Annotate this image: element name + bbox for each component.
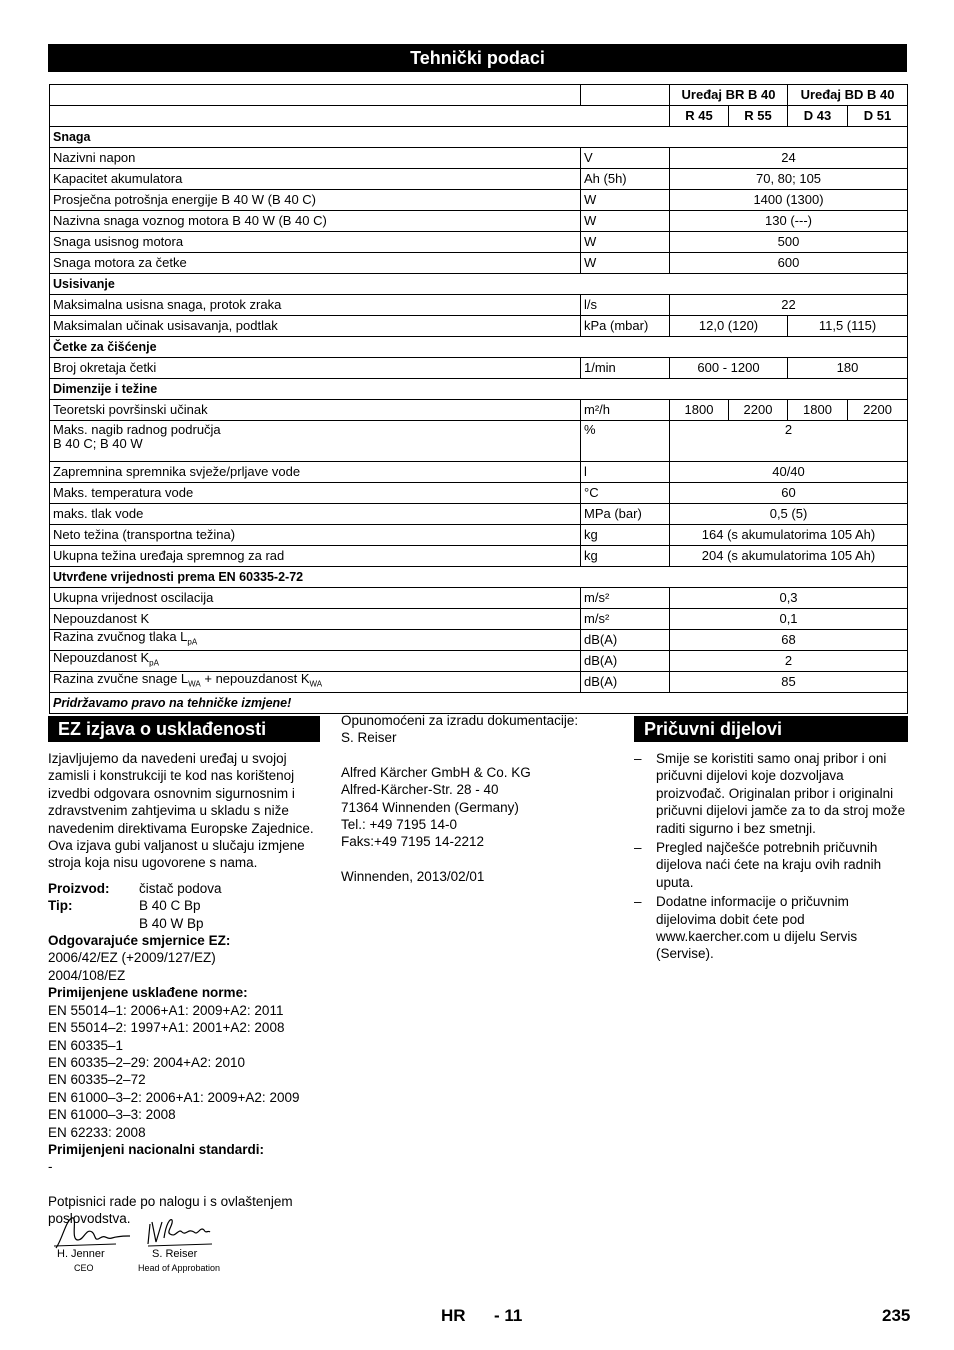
national-standards-value: - — [48, 1159, 53, 1175]
row-label-text: Razina zvučnog tlaka L — [53, 629, 188, 645]
product-label: Proizvod: — [48, 880, 110, 896]
row-label — [50, 630, 581, 651]
table-row — [50, 295, 908, 316]
row-unit: W — [581, 211, 670, 232]
row-unit: Ah (5h) — [581, 169, 670, 190]
type-row — [48, 897, 320, 932]
signatory-1-name: H. Jenner — [57, 1248, 105, 1260]
table-row — [50, 358, 908, 379]
address-line: Alfred-Kärcher-Str. 28 - 40 — [341, 782, 499, 798]
ez-intro: Izjavljujemo da navedeni uređaj u svojoj zamisli i konstrukciji te kod nas korištenoj izvedbi odgovara osnovnim sigurnosnim i zdravstvenim zahtjevima u skladu s niže navedenim direktivama Europske Zajednice. Ova izjava gubi valjanost u slučaju izmjene stroja koja nisu ugovorene s nama. — [48, 751, 314, 871]
row-label: Prosječna potrošnja energije B 40 W (B 40 C) — [50, 190, 581, 211]
list-item — [634, 839, 908, 891]
table-row — [50, 400, 908, 421]
row-label — [50, 421, 581, 462]
row-value: 60 — [670, 483, 908, 504]
header-model: D 43 — [788, 106, 848, 127]
row-label: Maks. temperatura vode — [50, 483, 581, 504]
norm-item: EN 61000–3–3: 2008 — [48, 1107, 176, 1123]
doc-authorized-label: Opunomoćeni za izradu dokumentacije: — [341, 713, 579, 728]
list-item — [634, 893, 908, 963]
norm-item: EN 62233: 2008 — [48, 1124, 146, 1140]
row-unit: W — [581, 232, 670, 253]
row-unit: dB(A) — [581, 651, 670, 672]
row-label-subscript: WA — [309, 679, 323, 689]
norm-item: EN 55014–1: 2006+A1: 2009+A2: 2011 — [48, 1002, 284, 1018]
row-unit: V — [581, 148, 670, 169]
type-value: B 40 C Bp — [139, 898, 201, 914]
signature-reiser — [48, 1210, 248, 1252]
row-label — [50, 651, 581, 672]
norm-item: EN 61000–3–2: 2006+A1: 2009+A2: 2009 — [48, 1089, 300, 1105]
section-heading: Utvrđene vrijednosti prema EN 60335-2-72 — [50, 567, 908, 588]
row-value: 1800 — [788, 400, 848, 421]
row-value: 130 (---) — [670, 211, 908, 232]
row-value: 204 (s akumulatorima 105 Ah) — [670, 546, 908, 567]
row-label: Maksimalna usisna snaga, protok zraka — [50, 295, 581, 316]
table-header-row — [50, 85, 908, 106]
row-label-line: Maks. nagib radnog područja — [53, 422, 221, 437]
table-row — [50, 148, 908, 169]
header-model: D 51 — [848, 106, 908, 127]
norm-item: EN 60335–2–29: 2004+A2: 2010 — [48, 1054, 246, 1070]
norms-label: Primijenjene usklađene norme: — [48, 985, 248, 1001]
row-label-text: Nepouzdanost K — [53, 650, 150, 666]
row-unit: l — [581, 462, 670, 483]
row-value: 68 — [670, 630, 908, 651]
row-unit: dB(A) — [581, 672, 670, 693]
address-line: 71364 Winnenden (Germany) — [341, 799, 519, 815]
ez-declaration-title-text: EZ izjava o usklađenosti — [58, 719, 267, 739]
table-row — [50, 169, 908, 190]
table-row — [50, 232, 908, 253]
row-label: Snaga motora za četke — [50, 253, 581, 274]
row-value: 600 — [670, 253, 908, 274]
row-value: 2200 — [848, 400, 908, 421]
list-item — [634, 750, 908, 837]
directives-label: Odgovarajuće smjernice EZ: — [48, 933, 231, 949]
section-heading: Usisivanje — [50, 274, 908, 295]
row-value: 1400 (1300) — [670, 190, 908, 211]
ez-declaration-body — [48, 750, 320, 1228]
table-row — [50, 483, 908, 504]
row-label-text: Razina zvučne snage L — [53, 671, 189, 687]
address-line: Alfred Kärcher GmbH & Co. KG — [341, 764, 531, 780]
row-label: Nepouzdanost K — [50, 609, 581, 630]
table-row — [50, 253, 908, 274]
table-header-row — [50, 106, 908, 127]
row-unit: m/s² — [581, 609, 670, 630]
section-heading: Četke za čišćenje — [50, 337, 908, 358]
national-standards-label: Primijenjeni nacionalni standardi: — [48, 1141, 265, 1157]
directive-item: 2004/108/EZ — [48, 967, 126, 983]
row-unit: kg — [581, 546, 670, 567]
row-label-subscript: WA — [188, 679, 201, 689]
table-row — [50, 421, 908, 462]
row-label: Nazivni napon — [50, 148, 581, 169]
list-item-text: Dodatne informacije o pričuvnim dijelovima dobit ćete pod www.kaercher.com u dijelu Servis (Servise). — [656, 894, 858, 962]
row-value: 500 — [670, 232, 908, 253]
row-value: 0,3 — [670, 588, 908, 609]
row-label-subscript: pA — [187, 637, 198, 647]
row-value: 22 — [670, 295, 908, 316]
row-unit: 1/min — [581, 358, 670, 379]
row-label: maks. tlak vode — [50, 504, 581, 525]
spare-parts-title-text: Pričuvni dijelovi — [644, 719, 783, 739]
row-label-line: B 40 C; B 40 W — [53, 436, 143, 451]
header-model: R 45 — [670, 106, 729, 127]
row-value: 1800 — [670, 400, 729, 421]
row-unit: W — [581, 253, 670, 274]
type-label: Tip: — [48, 898, 73, 914]
table-row — [50, 190, 908, 211]
technical-changes-note: Pridržavamo pravo na tehničke izmjene! — [50, 693, 908, 714]
row-label: Snaga usisnog motora — [50, 232, 581, 253]
signatory-note: Potpisnici rade po nalogu i s ovlaštenjem poslovodstva. — [48, 1193, 293, 1227]
list-dash: – — [634, 894, 642, 910]
norm-item: EN 55014–2: 1997+A1: 2001+A2: 2008 — [48, 1020, 285, 1036]
address-line: Tel.: +49 7195 14-0 — [341, 817, 457, 833]
place-date: Winnenden, 2013/02/01 — [341, 868, 485, 884]
signatures — [48, 1210, 248, 1280]
signatory-1-role: CEO — [74, 1263, 94, 1273]
signatory-2-name: S. Reiser — [152, 1248, 198, 1260]
row-unit: kPa (mbar) — [581, 316, 670, 337]
list-item-text: Smije se koristiti samo onaj pribor i oni pričuvni dijelovi koje dozvoljava proizvođač. Originalan pribor i originalni pričuvni dijelovi jamče za to da stroj može raditi sigurno i bez smetnji. — [656, 751, 906, 836]
row-label — [50, 672, 581, 693]
footer-language: HR — [441, 1306, 466, 1325]
row-value: 164 (s akumulatorima 105 Ah) — [670, 525, 908, 546]
row-label: Broj okretaja četki — [50, 358, 581, 379]
header-group-br: Uređaj BR B 40 — [670, 85, 788, 106]
spare-parts-list — [634, 750, 908, 965]
table-row — [50, 462, 908, 483]
table-row — [50, 672, 908, 693]
row-value: 2200 — [729, 400, 788, 421]
row-value: 70, 80; 105 — [670, 169, 908, 190]
row-label: Ukupna vrijednost oscilacija — [50, 588, 581, 609]
product-row — [48, 880, 320, 897]
row-label: Neto težina (transportna težina) — [50, 525, 581, 546]
row-label-subscript: pA — [149, 658, 159, 668]
norm-item: EN 60335–1 — [48, 1037, 124, 1053]
signatory-2-role: Head of Approbation — [138, 1263, 221, 1273]
address-line: Faks:+49 7195 14-2212 — [341, 834, 484, 850]
row-unit: m/s² — [581, 588, 670, 609]
row-label: Maksimalan učinak usisavanja, podtlak — [50, 316, 581, 337]
product-value: čistač podova — [139, 880, 222, 896]
row-unit: % — [581, 421, 670, 462]
type-value: B 40 W Bp — [139, 915, 204, 931]
row-value: 180 — [788, 358, 908, 379]
row-value: 2 — [670, 651, 908, 672]
table-row — [50, 651, 908, 672]
table-row — [50, 525, 908, 546]
row-unit: kg — [581, 525, 670, 546]
row-label: Zapremnina spremnika svježe/prljave vode — [50, 462, 581, 483]
row-value: 2 — [670, 421, 908, 462]
table-row — [50, 504, 908, 525]
row-label: Ukupna težina uređaja spremnog za rad — [50, 546, 581, 567]
row-value: 24 — [670, 148, 908, 169]
row-label-text: + nepouzdanost K — [200, 671, 310, 687]
footer-page-number: 235 — [882, 1306, 911, 1325]
row-value: 0,5 (5) — [670, 504, 908, 525]
row-value: 12,0 (120) — [670, 316, 788, 337]
norm-item: EN 60335–2–72 — [48, 1072, 146, 1088]
row-value: 0,1 — [670, 609, 908, 630]
row-label: Kapacitet akumulatora — [50, 169, 581, 190]
list-dash: – — [634, 751, 642, 766]
documentation-contact — [341, 712, 621, 885]
table-row — [50, 316, 908, 337]
row-unit: l/s — [581, 295, 670, 316]
row-unit: MPa (bar) — [581, 504, 670, 525]
header-group-bd: Uređaj BD B 40 — [788, 85, 908, 106]
row-unit: dB(A) — [581, 630, 670, 651]
doc-authorized-name: S. Reiser — [341, 730, 397, 746]
list-item-text: Pregled najčešće potrebnih pričuvnih dijelova naći ćete na kraju ovih radnih uputa. — [656, 840, 882, 890]
table-row — [50, 211, 908, 232]
section-heading: Snaga — [50, 127, 908, 148]
table-row — [50, 546, 908, 567]
tech-data-title: Tehnički podaci — [48, 44, 907, 72]
list-dash: – — [634, 840, 642, 856]
row-unit: °C — [581, 483, 670, 504]
type-values — [139, 897, 204, 932]
header-model: R 55 — [729, 106, 788, 127]
row-value: 11,5 (115) — [788, 316, 908, 337]
table-row — [50, 609, 908, 630]
row-label: Nazivna snaga voznog motora B 40 W (B 40 C) — [50, 211, 581, 232]
spare-parts-title — [634, 716, 908, 742]
ez-declaration-title — [48, 716, 320, 742]
section-heading: Dimenzije i težine — [50, 379, 908, 400]
row-value: 40/40 — [670, 462, 908, 483]
row-value: 85 — [670, 672, 908, 693]
row-unit: m²/h — [581, 400, 670, 421]
row-value: 600 - 1200 — [670, 358, 788, 379]
row-label: Teoretski površinski učinak — [50, 400, 581, 421]
directive-item: 2006/42/EZ (+2009/127/EZ) — [48, 950, 216, 966]
tech-data-table — [49, 84, 908, 714]
row-unit: W — [581, 190, 670, 211]
table-row — [50, 588, 908, 609]
footer-local-page: - 11 — [494, 1306, 523, 1325]
table-row — [50, 630, 908, 651]
